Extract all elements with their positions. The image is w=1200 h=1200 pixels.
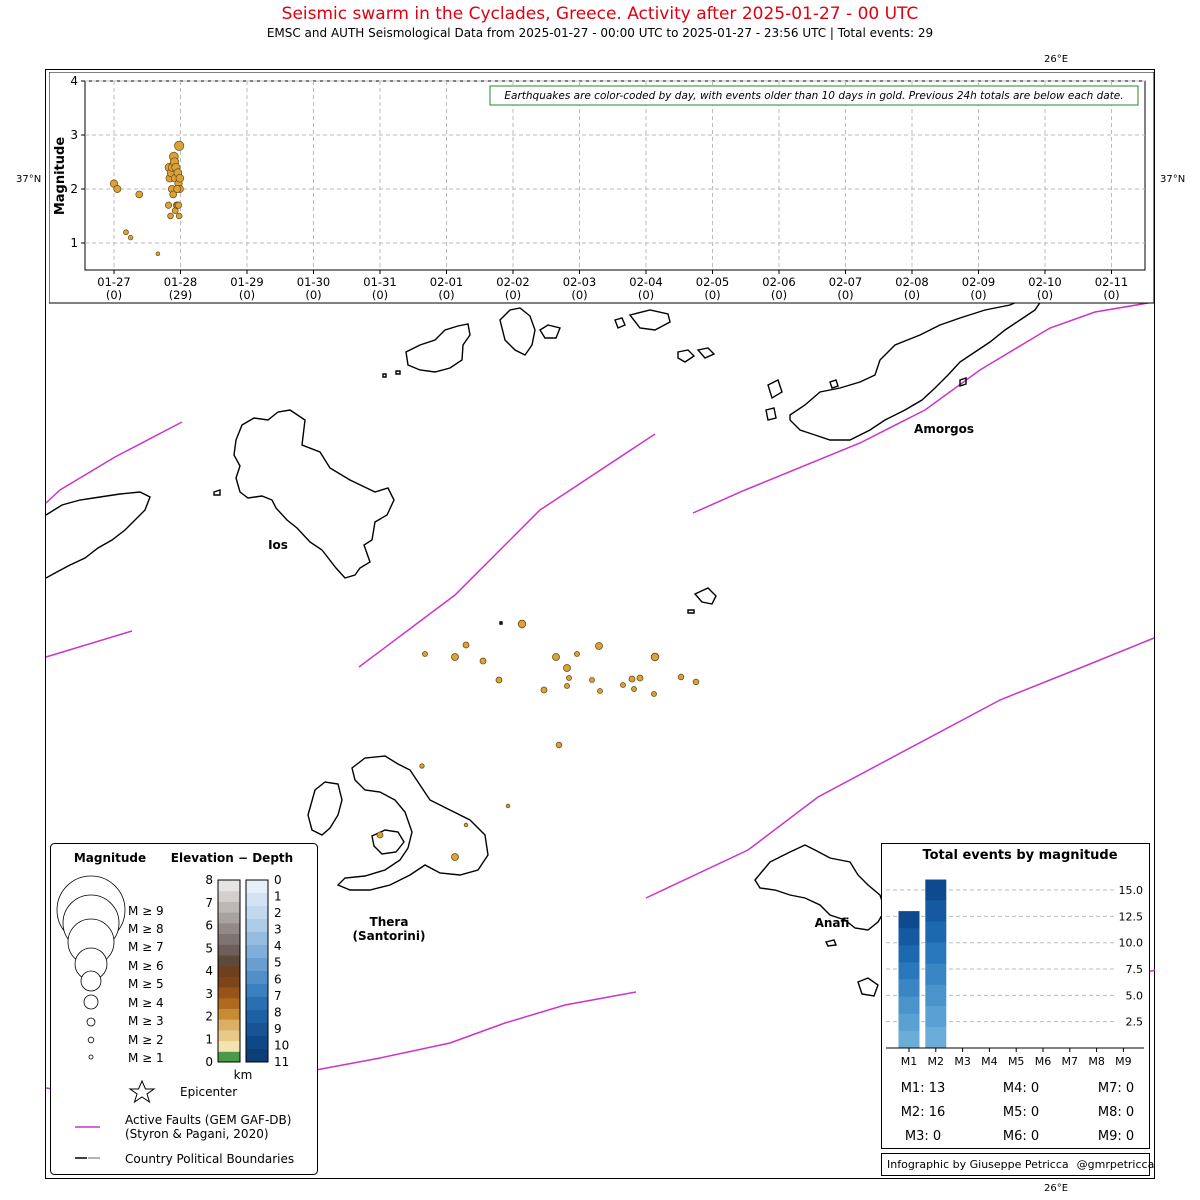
bar-m1-segment[interactable] [899,997,920,1014]
bar-xlabel: M5 [1007,1055,1025,1068]
totals-cell: M7: 0 [1097,1081,1135,1096]
timeline-date-count: (0) [903,288,921,302]
islet [830,380,838,388]
depth-color-step [246,893,268,907]
timeline-quake-point[interactable] [123,230,128,235]
elev-color-step [218,966,240,977]
timeline-date-count: (0) [770,288,788,302]
timeline-date-count: (0) [571,288,588,302]
elev-color-step [218,944,240,955]
fault-line [359,434,655,667]
bar-m1-segment[interactable] [899,1031,920,1048]
epicenter-dot [541,687,547,693]
timeline-quake-point[interactable] [114,185,121,192]
depth-color-step [246,958,268,972]
epicenter-dot [567,676,572,681]
timeline-date-label: 02-01 [429,275,464,289]
epicenter-dot [377,832,383,838]
nea-kameni [372,830,404,854]
epicenter-dot [420,764,424,768]
magnitude-labels [128,904,164,1065]
elev-tick-label: 5 [205,941,213,956]
totals-panel[interactable] [881,843,1151,1150]
depth-color-step [246,906,268,920]
epicenter-dot [693,679,699,685]
elev-color-step [218,1019,240,1030]
legend-faults-line2: (Styron & Pagani, 2020) [125,1127,269,1141]
epicenter-dot [506,804,510,808]
epicenter-dot [553,654,560,661]
mag-label: M ≥ 8 [128,922,164,936]
fault-line [300,992,636,1073]
elev-tick-label: 3 [205,986,213,1001]
timeline-date-label: 02-08 [895,275,929,289]
epicenter-dot [678,674,684,680]
mag-label: M ≥ 2 [128,1033,164,1047]
epicenter-dot [652,692,657,697]
lon-label-bottom: 26°E [1044,1183,1069,1194]
islet-group [615,318,625,328]
elev-tick-label: 2 [205,1009,213,1024]
elev-tick-label: 8 [205,873,213,887]
bar-m1-segment[interactable] [899,911,920,928]
depth-tick-label: 3 [274,922,282,937]
totals-cell: M4: 0 [1002,1081,1040,1096]
epicenter-dot [565,684,570,689]
timeline-date-count: (0) [637,288,655,302]
depth-tick-label: 0 [274,873,282,887]
elev-color-step [218,934,240,945]
bar-m1-segment[interactable] [899,945,920,962]
islet [383,374,386,377]
timeline-quake-point[interactable] [156,252,160,256]
islet [698,348,714,358]
islet [500,622,502,624]
depth-color-step [246,1023,268,1037]
depth-tick-label: 8 [274,1005,282,1020]
credit-box [881,1153,1155,1176]
elev-color-step [218,880,240,891]
bar-m2-segment[interactable] [925,901,946,922]
timeline-date-count: (0) [305,288,322,302]
epicenter-dot [480,658,486,664]
place-label-amorgos: Amorgos [914,422,974,436]
timeline-date-label: 02-06 [762,275,796,289]
mag-circle-2 [88,1037,94,1043]
timeline-date-count: (0) [438,288,455,302]
epicenter-dot [621,683,626,688]
epicenter-dot [637,675,643,681]
timeline-ylabel: Magnitude [53,136,68,216]
elev-tick-label: 6 [205,918,213,933]
lon-label-top: 26°E [1044,54,1069,65]
bar-xlabel: M9 [1115,1055,1132,1068]
elevation-colorbar [205,873,240,1069]
depth-color-step [246,1036,268,1050]
timeline-date-count: (0) [1036,288,1054,302]
timeline-date-count: (29) [168,288,193,302]
islet [768,380,782,398]
depth-color-step [246,919,268,933]
bar-m1-segment[interactable] [899,928,920,945]
bar-ytick-label: 12.5 [1118,910,1143,924]
depth-tick-label: 4 [274,939,282,954]
mag-label: M ≥ 3 [128,1014,164,1028]
colorbar-unit: km [233,1068,253,1082]
timeline-date-count: (0) [970,288,987,302]
timeline-date-count: (0) [238,288,256,302]
mag-label: M ≥ 6 [128,959,164,973]
bar-m2-segment[interactable] [925,1006,946,1027]
bar-ytick-label: 15.0 [1118,884,1143,898]
timeline-date-label: 01-27 [97,275,131,289]
depth-tick-label: 9 [274,1021,282,1036]
depth-color-step [246,945,268,959]
fault-line [46,631,132,657]
totals-cell: M2: 16 [900,1105,946,1120]
sikinos-island [46,492,150,578]
depth-tick-label: 10 [274,1038,290,1053]
epicenter-dot [575,652,580,657]
elev-tick-label: 7 [205,895,213,910]
timeline-quake-point[interactable] [174,141,183,150]
depth-tick-label: 7 [274,988,282,1003]
timeline-date-label: 01-28 [163,275,198,289]
elev-color-step [218,955,240,966]
legend-panel [50,843,319,1176]
elev-tick-label: 0 [205,1055,213,1069]
page-title: Seismic swarm in the Cyclades, Greece. Activity after 2025-01-27 - 00 UTC [281,4,919,24]
elev-color-step [218,1008,240,1019]
elev-color-step [218,998,240,1009]
bar-xlabel: M1 [900,1055,918,1068]
therasia-island [308,782,342,835]
islet [688,610,694,613]
ios-islet [214,490,220,495]
epicenters[interactable] [377,620,699,860]
timeline-date-count: (0) [504,288,522,302]
timeline-ytick-label: 2 [70,182,78,196]
totals-table [901,1081,1134,1144]
totals-cell: M6: 0 [1002,1129,1040,1144]
bar-m2-segment[interactable] [925,964,946,985]
timeline-quake-point[interactable] [168,213,174,219]
bar-m2-segment[interactable] [925,880,946,901]
epicenter-dot [496,677,502,683]
koufonisia-coast [500,308,535,355]
islet [826,940,836,946]
depth-tick-label: 1 [274,889,282,904]
mag-circle-3 [87,1018,95,1026]
depth-color-step [246,932,268,946]
elev-tick-label: 1 [205,1032,213,1047]
depth-tick-label: 11 [274,1055,290,1069]
bar-m2-segment[interactable] [925,922,946,943]
epicenter-dot [564,665,571,672]
timeline-annotation: Earthquakes are color-coded by day, with events older than 10 days in gold. Previous 24h totals are below each date. [504,90,1124,102]
bar-ytick-label: 7.5 [1125,963,1143,977]
mag-label: M ≥ 4 [128,996,164,1010]
totals-cell: M9: 0 [1097,1129,1135,1144]
bar-xlabel: M8 [1088,1055,1105,1068]
epicenter-dot [629,676,635,682]
place-label-thera: Thera [369,915,409,929]
timeline-quake-point[interactable] [128,235,133,240]
credit-handle: @gmrpetricca [1076,1158,1155,1171]
mag-circle-4 [84,995,98,1009]
epicenter-dot [423,652,428,657]
bar-xlabel: M4 [981,1055,998,1068]
depth-color-step [246,880,268,894]
place-label-ios: Ios [268,538,288,552]
fault-line [46,422,182,503]
islet [678,350,694,362]
elev-tick-label: 4 [205,964,213,978]
timeline-date-label: 02-11 [1094,275,1129,289]
timeline-quake-point[interactable] [165,202,171,208]
bar-xlabel: M6 [1034,1055,1052,1068]
timeline-ytick-label: 1 [70,236,78,250]
epicenter-dot [556,742,562,748]
depth-tick-label: 2 [274,906,282,921]
timeline-quake-point[interactable] [176,213,182,219]
epicenter-dot [452,654,459,661]
elev-color-step [218,976,240,987]
islet [858,978,878,996]
timeline-date-label: 02-07 [828,275,863,289]
totals-cell: M5: 0 [1002,1105,1040,1120]
bar-xlabel: M7 [1061,1055,1079,1068]
timeline-quake-point[interactable] [175,202,181,208]
bar-m2-segment[interactable] [925,1027,946,1048]
islet [396,371,400,374]
bar-xlabel: M2 [927,1055,945,1068]
bar-m1-segment[interactable] [899,980,920,997]
islet-group [630,310,670,330]
epicenter-dot [596,643,603,650]
elev-color-step [218,1051,240,1062]
timeline-date-label: 01-30 [296,275,331,289]
epicenter-dot [590,678,595,683]
timeline-date-count: (0) [704,288,721,302]
bar-m1-segment[interactable] [899,1014,920,1031]
timeline-date-label: 02-04 [629,275,663,289]
legend-magnitude-title: Magnitude [73,851,147,865]
timeline-quake-point[interactable] [174,185,181,192]
elev-color-step [218,1041,240,1052]
bar-ytick-label: 5.0 [1125,989,1143,1003]
depth-tick-label: 6 [274,972,282,987]
lat-label-left: 37°N [16,174,42,185]
bar-m2-segment[interactable] [925,985,946,1006]
page-subtitle: EMSC and AUTH Seismological Data from 2025-01-27 - 00:00 UTC to 2025-01-27 - 23:56 UTC | Total events: 29 [266,26,934,40]
epicenter-dot [452,854,459,861]
depth-color-step [246,1049,268,1063]
depth-color-step [246,971,268,985]
timeline-date-label: 01-31 [363,275,397,289]
place-label-anafi: Anafi [814,916,850,930]
epicenter-dot [463,642,469,648]
mag-label: M ≥ 1 [128,1051,164,1065]
timeline-date-count: (0) [371,288,389,302]
timeline-ytick-label: 4 [70,74,78,88]
anydros-islet [695,588,716,604]
bar-ytick-label: 2.5 [1125,1015,1143,1029]
mag-circle-5 [81,971,101,991]
ios-island [234,410,394,578]
bar-ytick-label: 10.0 [1118,936,1143,950]
timeline-date-label: 02-03 [562,275,597,289]
elev-color-step [218,912,240,923]
timeline-date-label: 02-09 [961,275,996,289]
epicenter-dot [464,823,468,827]
totals-title: Total events by magnitude [922,848,1118,863]
mag-label: M ≥ 7 [128,940,164,954]
timeline-date-label: 02-02 [496,275,530,289]
timeline-date-label: 02-05 [695,275,730,289]
depth-color-step [246,1010,268,1024]
timeline-date-count: (0) [105,288,123,302]
timeline-panel[interactable] [49,72,1155,304]
bar-m2-segment[interactable] [925,943,946,964]
amorgos-island [790,295,1045,440]
islet-group [540,325,560,338]
bar-chart-xlabels [901,1048,1132,1068]
timeline-quake-point[interactable] [176,174,184,182]
credit-text: Infographic by Giuseppe Petricca [887,1158,1069,1171]
naxos-south-coast [406,324,470,372]
elev-color-step [218,891,240,902]
elev-color-step [218,1030,240,1041]
legend-faults-line1: Active Faults (GEM GAF-DB) [125,1113,292,1127]
elev-color-step [218,987,240,998]
bar-xlabel: M3 [954,1055,971,1068]
timeline-date-count: (0) [1103,288,1120,302]
totals-cell: M8: 0 [1097,1105,1135,1120]
place-label-thera-sub: (Santorini) [352,929,426,943]
depth-color-step [246,984,268,998]
depth-color-step [246,997,268,1011]
timeline-quake-point[interactable] [136,191,143,198]
timeline-date-label: 02-10 [1028,275,1062,289]
timeline-date-label: 01-29 [230,275,264,289]
elev-color-step [218,923,240,934]
totals-cell: M1: 13 [900,1081,946,1096]
mag-circle-1 [89,1055,93,1059]
depth-tick-label: 5 [274,955,282,970]
bar-m1-segment[interactable] [899,962,920,979]
epicenter-dot [651,653,659,661]
epicenter-dot [518,620,526,628]
epicenter-dot [632,687,637,692]
mag-label: M ≥ 5 [128,977,164,991]
epicenter-dot [598,689,603,694]
totals-cell: M3: 0 [904,1129,942,1144]
mag-label: M ≥ 9 [128,904,164,918]
islet [766,408,776,420]
lat-label-right: 37°N [1160,174,1186,185]
timeline-ytick-label: 3 [70,128,78,142]
legend-elevation-title: Elevation − Depth [170,851,294,865]
legend-boundaries: Country Political Boundaries [125,1152,295,1166]
elev-color-step [218,901,240,912]
legend-epicenter: Epicenter [180,1085,238,1099]
timeline-date-count: (0) [837,288,854,302]
